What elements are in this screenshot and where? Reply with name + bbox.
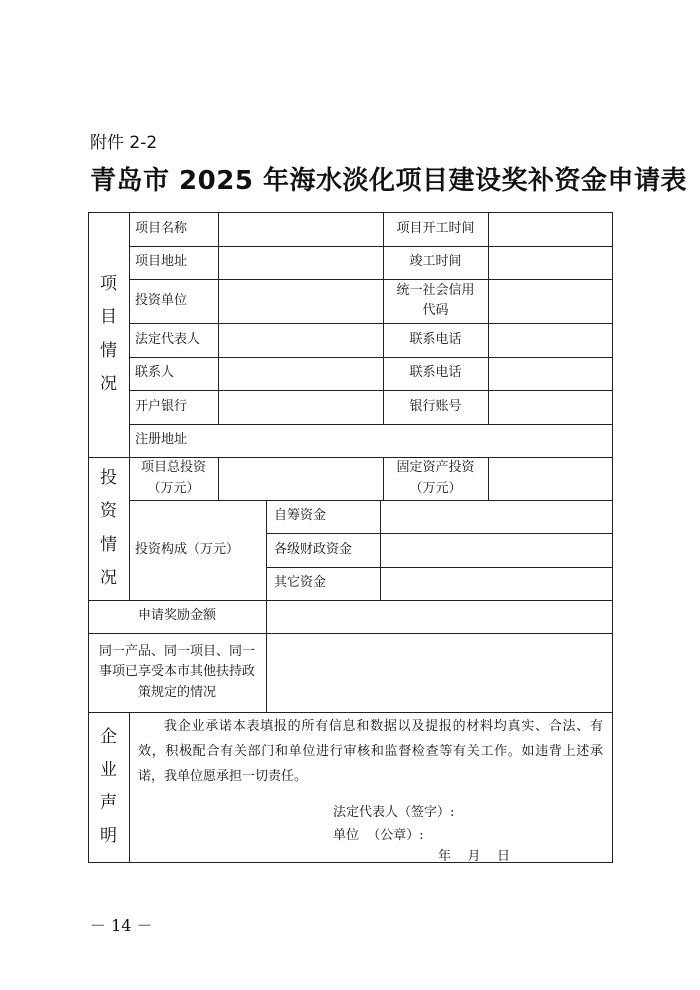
legal-rep-signature-label: 法定代表人（签字）:	[333, 805, 455, 820]
label-phone: 联系电话	[409, 331, 462, 347]
col-divider	[218, 457, 219, 500]
label-contact: 联系人	[135, 365, 175, 381]
label-award-amount: 申请奖励金额	[137, 608, 216, 624]
section-label-char: 投	[100, 468, 117, 489]
date-label: 年 月 日	[438, 849, 511, 864]
label-bank: 开户银行	[135, 398, 188, 414]
label-credit-code: 统一社会信用代码	[396, 282, 475, 318]
label-total-investment: 项目总投资（万元）	[140, 460, 206, 496]
section-label-char: 明	[100, 826, 117, 847]
section-label-char: 企	[100, 726, 117, 747]
label-fiscal-funds: 各级财政资金	[274, 541, 353, 557]
label-investor: 投资单位	[135, 292, 188, 308]
label-project-name: 项目名称	[135, 220, 188, 236]
section-label-char: 项	[100, 274, 117, 295]
form-title: 青岛市 2025 年海水淡化项目建设奖补资金申请表	[90, 166, 687, 196]
col-divider	[380, 500, 381, 600]
label-fixed-investment: 固定资产投资（万元）	[396, 460, 475, 496]
section-label-char: 况	[100, 567, 117, 588]
section-label-char: 目	[100, 307, 117, 328]
col-divider	[129, 712, 130, 862]
label-bank-account: 银行账号	[409, 398, 462, 414]
label-self-funds: 自筹资金	[274, 508, 327, 524]
border-bottom	[88, 862, 613, 863]
label-contact-phone: 联系电话	[409, 365, 462, 381]
label-registered-address: 注册地址	[135, 432, 188, 448]
section-divider	[88, 712, 613, 713]
label-project-address: 项目地址	[135, 254, 188, 270]
section-label-char: 情	[100, 340, 117, 361]
label-other-funds: 其它资金	[274, 575, 327, 591]
page-number: － 14 －	[90, 916, 153, 935]
section-label-char: 情	[100, 534, 117, 555]
border-right	[612, 212, 613, 863]
label-other-support: 同一产品、同一项目、同一事项已享受本市其他扶持政策规定的情况	[98, 644, 255, 700]
label-completion-date: 竣工时间	[409, 254, 462, 270]
section-label-declaration	[88, 712, 129, 862]
declaration-text: 我企业承诺本表填报的所有信息和数据以及提报的材料均真实、合法、有效，积极配合有关部门和单位进行审核和监督检查等有关工作。如违背上述承诺，我单位愿承担一切责任。	[138, 719, 603, 784]
section-label-char: 业	[100, 759, 117, 780]
section-label-char: 况	[100, 373, 117, 394]
col-divider	[488, 457, 489, 500]
label-start-date: 项目开工时间	[396, 220, 475, 236]
col-divider	[488, 212, 489, 424]
col-divider	[218, 212, 219, 424]
label-legal-rep: 法定代表人	[135, 331, 201, 347]
section-label-char: 资	[100, 501, 117, 522]
section-label-char: 声	[100, 793, 117, 813]
label-investment-composition: 投资构成（万元）	[135, 541, 240, 557]
attachment-label: 附件 2-2	[90, 133, 158, 153]
unit-seal-label: 单位 （公章）:	[333, 828, 424, 843]
application-form-table	[88, 212, 613, 863]
